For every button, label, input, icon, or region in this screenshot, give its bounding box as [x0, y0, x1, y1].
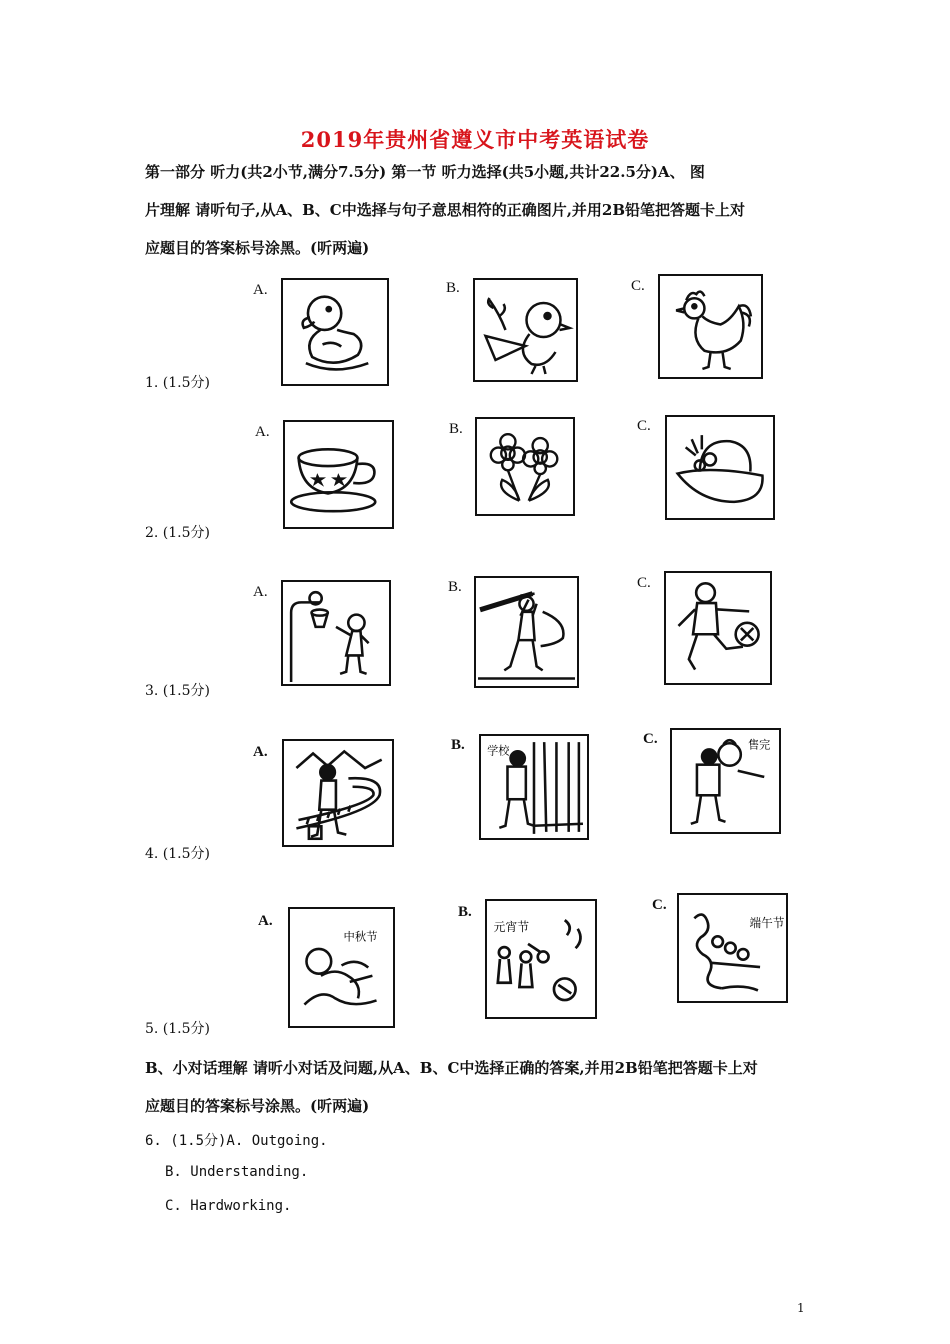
bird-icon [473, 278, 578, 382]
question-6-stem: 6. (1.5分)A. Outgoing. [145, 1133, 328, 1149]
option-letter-b: B. [448, 579, 462, 595]
option-letter-b: B. [446, 280, 460, 296]
instruction-line: 应题目的答案标号涂黑。(听两遍) [145, 1097, 370, 1115]
q5c-caption: 端午节 [749, 915, 785, 930]
part-b-instructions [145, 1049, 810, 1125]
question-1-label: 1. (1.5分) [145, 375, 210, 391]
boy-shop-icon [670, 728, 781, 834]
flower-icon [475, 417, 575, 516]
option-letter-c: C. [652, 897, 667, 913]
question-2-label: 2. (1.5分) [145, 525, 210, 541]
q4b-sign-text: 学校 [487, 744, 510, 758]
question-5-label: 5. (1.5分) [145, 1021, 210, 1037]
question-4-label: 4. (1.5分) [145, 846, 210, 862]
cup-icon [283, 420, 394, 529]
option-letter-b: B. [451, 737, 465, 753]
q5b-caption: 元宵节 [493, 919, 530, 934]
boy-railway-icon [282, 739, 394, 847]
instruction-line: 第一部分 听力(共2小节,满分7.5分) 第一节 听力选择(共5小题,共计22.5分)A、 图 [145, 163, 705, 181]
baseball-player-icon [474, 576, 579, 688]
boy-school-gate-icon [479, 734, 589, 840]
basketball-player-icon [281, 580, 391, 686]
page-title: 2019年贵州省遵义市中考英语试卷 [300, 127, 650, 152]
instruction-line: B、小对话理解 请听小对话及问题,从A、B、C中选择正确的答案,并用2B铅笔把答题卡上对 [145, 1059, 758, 1077]
dragon-boat-festival-icon [677, 893, 788, 1003]
question-3-label: 3. (1.5分) [145, 683, 210, 699]
hat-icon [665, 415, 775, 520]
page-number: 1 [797, 1301, 805, 1315]
mid-autumn-festival-icon [288, 907, 395, 1028]
question-6-option-c: C. Hardworking. [165, 1198, 292, 1214]
option-letter-a: A. [255, 424, 270, 440]
option-letter-c: C. [637, 575, 651, 591]
option-letter-c: C. [637, 418, 651, 434]
option-letter-c: C. [643, 731, 658, 747]
option-letter-a: A. [253, 282, 268, 298]
option-letter-a: A. [253, 744, 268, 760]
question-6-option-b: B. Understanding. [165, 1164, 309, 1180]
instruction-line: 应题目的答案标号涂黑。(听两遍) [145, 239, 370, 257]
lantern-festival-icon [485, 899, 597, 1019]
option-letter-a: A. [253, 584, 268, 600]
option-letter-b: B. [458, 904, 472, 920]
q5a-caption: 中秋节 [343, 929, 378, 944]
option-letter-a: A. [258, 913, 273, 929]
option-letter-b: B. [449, 421, 463, 437]
q4c-sign-text: 售完 [747, 738, 771, 752]
soccer-player-icon [664, 571, 772, 685]
instruction-line: 片理解 请听句子,从A、B、C中选择与句子意思相符的正确图片,并用2B铅笔把答题卡上对 [145, 201, 746, 219]
part1-instructions [145, 153, 810, 267]
option-letter-c: C. [631, 278, 645, 294]
duck-icon [281, 278, 389, 386]
rooster-icon [658, 274, 763, 379]
